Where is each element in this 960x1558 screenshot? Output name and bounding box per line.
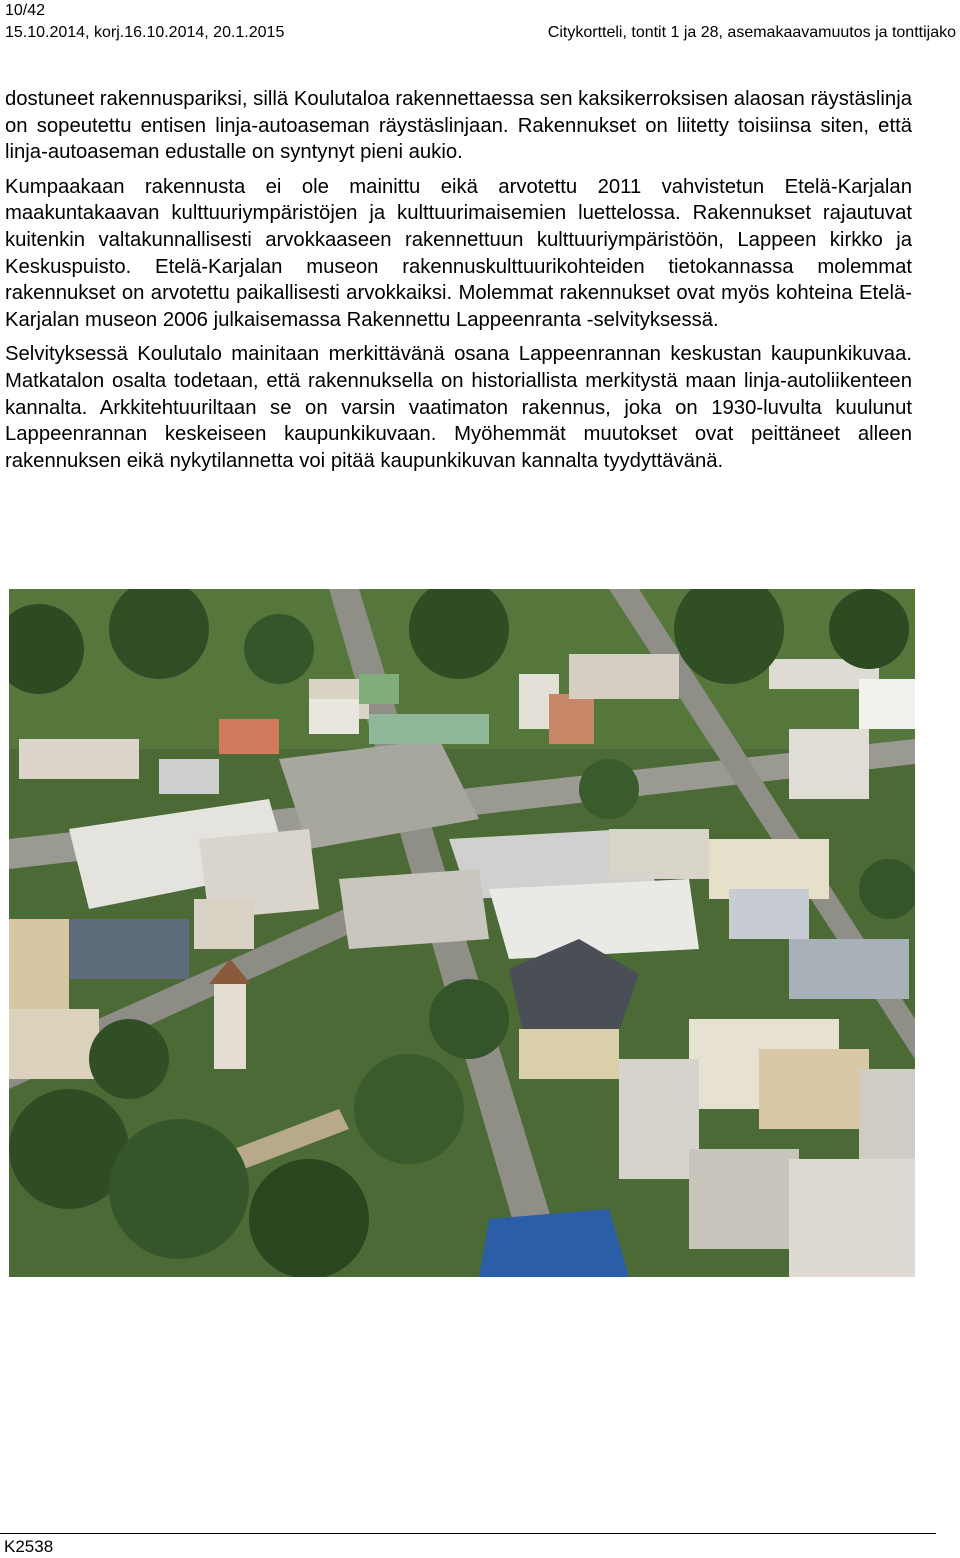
document-dates: 15.10.2014, korj.16.10.2014, 20.1.2015 [5, 24, 285, 41]
page-header-left [5, 0, 284, 44]
paragraph: Selvityksessä Koulutalo mainitaan merkittävänä osana Lappeenrannan keskustan kaupunkikuvaa. Matkatalon osalta todetaan, että rakennuksella on historiallista merkitystä maan linja-autoliikenteen kannalta. Arkkitehtuuriltaan se on varsin vaatimaton rakennus, joka on 1930-luvulta kuulunut Lappeenrannan keskeiseen kaupunkikuvaan. Myöhemmät muutokset ovat peittäneet alleen rakennuksen eikä nykytilannetta voi pitää kaupunkikuvan kannalta tyydyttävänä. [5, 343, 912, 472]
document-title: Citykortteli, tontit 1 ja 28, asemakaavamuutos ja tonttijako [547, 24, 956, 41]
footer-divider [0, 1533, 936, 1534]
paragraph: Kumpaakaan rakennusta ei ole mainittu eikä arvotettu 2011 vahvistetun Etelä-Karjalan maakuntakaavan kulttuuriympäristöjen ja kulttuurimaisemien luettelossa. Rakennukset rajautuvat kuitenkin valtakunnallisesti arvokkaaseen rakennettuun kulttuuriympäristöön, Lappeen kirkko ja Keskuspuisto. Etelä-Karjalan museon rakennuskulttuurikohteiden tietokannassa molemmat rakennukset on arvotettu paikallisesti arvokkaiksi. Molemmat rakennukset ovat myös kohteina Etelä-Karjalan museon 2006 julkaisemassa Rakennettu Lappeenranta -selvityksessä. [5, 175, 912, 331]
document-code: K2538 [4, 1537, 54, 1556]
paragraph: dostuneet rakennuspariksi, sillä Koulutaloa rakennettaessa sen kaksikerroksisen alaosan räystäslinja on sopeutettu entisen linja-autoaseman räystäslinjaan. Rakennukset on liitetty toisiinsa siten, että linja-autoaseman edustalle on syntynyt pieni aukio. [5, 88, 912, 164]
page-number: 10/42 [5, 2, 46, 19]
aerial-photo [9, 589, 915, 1277]
document-body [5, 86, 912, 474]
